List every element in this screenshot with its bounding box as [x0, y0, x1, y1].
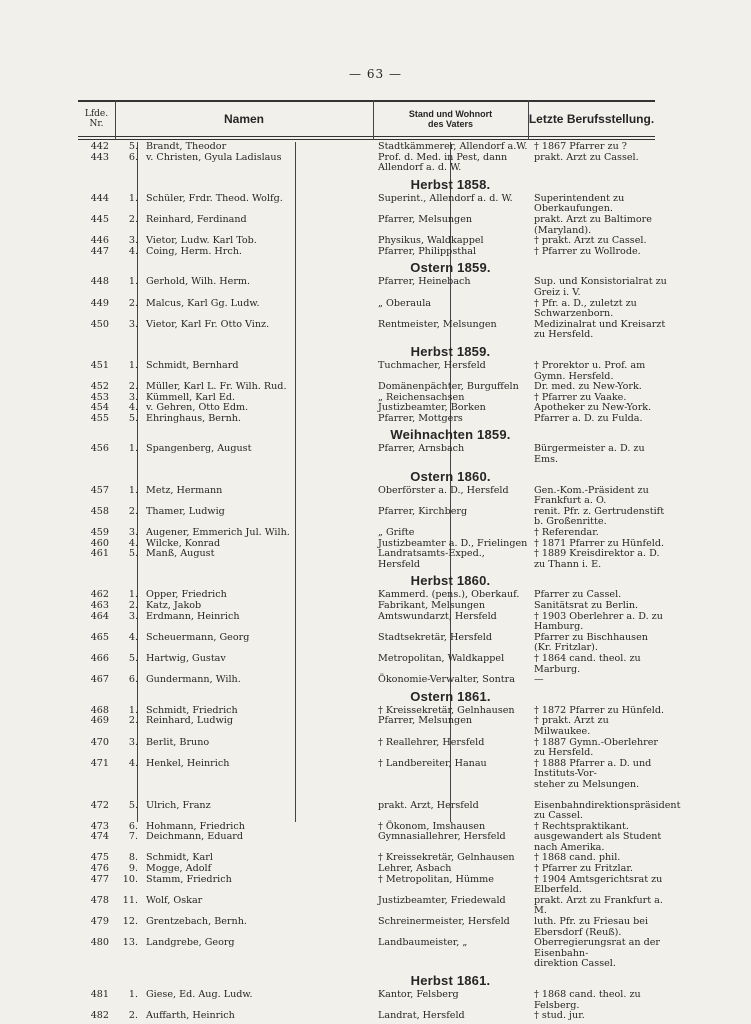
- row-lfde-nr: 469: [90, 715, 109, 727]
- table-row: [78, 194, 668, 215]
- section-heading: Ostern 1861.: [410, 688, 491, 704]
- row-name: Gundermann, Wilh.: [146, 675, 241, 686]
- row-stand-vater: Landratsamts-Exped., Hersfeld: [378, 548, 485, 570]
- section-heading: Herbst 1860.: [410, 573, 491, 589]
- row-index: 1.: [128, 192, 138, 204]
- row-index: 7.: [128, 831, 138, 843]
- row-stand-vater: Pfarrer, Mottgers: [378, 412, 463, 424]
- row-lfde-nr: 464: [90, 610, 109, 622]
- row-stand-vater: † Ökonom, Imshausen: [378, 820, 486, 832]
- row-lfde-nr: 467: [90, 674, 109, 686]
- row-letzte-berufsstellung: † Prorektor u. Prof. am Gymn. Hersfeld.: [534, 359, 646, 382]
- row-index: 6.: [128, 151, 138, 163]
- row-letzte-berufsstellung: Gen.-Kom.-Präsident zu Frankfurt a. O.: [534, 484, 649, 507]
- table-row: [78, 938, 668, 970]
- table-row: [78, 875, 668, 896]
- row-stand-vater: Pfarrer, Arnsbach: [378, 443, 465, 455]
- row-letzte-berufsstellung: Apotheker zu New-York.: [534, 402, 652, 414]
- row-letzte-berufsstellung: † 1872 Pfarrer zu Hünfeld.: [534, 704, 665, 716]
- table-row: [78, 549, 668, 570]
- row-stand-vater: † Metropolitan, Hümme: [378, 873, 494, 885]
- row-letzte-berufsstellung: Bürgermeister a. D. zu Ems.: [534, 443, 645, 466]
- row-lfde-nr: 453: [90, 391, 109, 403]
- row-stand-vater: Justizbeamter, Borken: [378, 402, 486, 414]
- table-row: [78, 153, 668, 174]
- row-index: 1.: [128, 589, 138, 601]
- table-row: [78, 142, 668, 153]
- row-index: 1.: [128, 989, 138, 1000]
- row-lfde-nr: 449: [90, 297, 109, 309]
- row-stand-vater: „ Grifte: [378, 527, 415, 539]
- row-lfde-nr: 477: [90, 873, 109, 885]
- table-row: [78, 633, 668, 654]
- table-row: [78, 675, 668, 686]
- row-lfde-nr: 446: [90, 235, 109, 247]
- row-name: Katz, Jakob: [146, 601, 202, 611]
- row-index: 2.: [128, 213, 138, 225]
- row-name: v. Christen, Gyula Ladislaus: [146, 152, 282, 163]
- row-index: 2.: [128, 1010, 138, 1022]
- row-name: Ehringhaus, Bernh.: [146, 413, 241, 424]
- row-lfde-nr: 474: [90, 831, 109, 843]
- entry-group: [78, 590, 668, 685]
- row-lfde-nr: 450: [90, 318, 109, 330]
- table-row: [78, 1011, 668, 1022]
- row-stand-vater: Pfarrer, Melsungen: [378, 213, 473, 225]
- row-stand-vater: Superint., Allendorf a. d. W.: [378, 192, 513, 204]
- header-divider: [528, 100, 529, 140]
- row-name: Gerhold, Wilh. Herm.: [146, 277, 251, 288]
- row-name: Stamm, Friedrich: [146, 874, 232, 885]
- row-index: 2.: [128, 600, 138, 611]
- header-stand-line2: des Vaters: [427, 119, 474, 129]
- header-namen: Namen: [223, 112, 264, 126]
- row-name: Reinhard, Ludwig: [146, 716, 233, 727]
- row-name: Reinhard, Ferdinand: [146, 214, 247, 225]
- row-lfde-nr: 459: [90, 527, 109, 539]
- row-stand-vater: Pfarrer, Heinebach: [378, 276, 471, 288]
- row-index: 2.: [128, 297, 138, 309]
- row-index: 2.: [128, 715, 138, 727]
- section-heading: Herbst 1859.: [410, 343, 491, 359]
- row-letzte-berufsstellung: Pfarrer zu Cassel.: [534, 589, 622, 601]
- row-index: 3.: [128, 610, 138, 622]
- row-stand-vater: Oberförster a. D., Hersfeld: [378, 484, 509, 496]
- row-index: 2.: [128, 381, 138, 393]
- table-row: [78, 896, 668, 917]
- table-row: [78, 799, 681, 822]
- row-index: 4.: [128, 402, 138, 414]
- row-letzte-berufsstellung: † 1904 Amtsgerichtsrat zu Elberfeld.: [534, 873, 663, 896]
- row-name: Malcus, Karl Gg. Ludw.: [146, 298, 260, 309]
- row-index: 5.: [128, 652, 138, 664]
- row-name: Coing, Herm. Hrch.: [146, 246, 242, 257]
- row-stand-vater: † Landbereiter, Hanau: [378, 757, 487, 769]
- section-heading: Weihnachten 1859.: [390, 427, 511, 443]
- row-index: 6.: [128, 820, 138, 832]
- section-heading: Ostern 1859.: [410, 260, 491, 276]
- row-index: 3.: [128, 391, 138, 403]
- row-lfde-nr: 470: [90, 736, 109, 748]
- header-letzte-berufsstellung: Letzte Berufsstellung.: [528, 112, 655, 126]
- row-name: Wolf, Oskar: [146, 895, 203, 906]
- table-row: [78, 320, 668, 341]
- row-letzte-berufsstellung: † 1868 cand. phil.: [534, 852, 621, 864]
- entry-group: [78, 194, 668, 258]
- table-row: [78, 738, 668, 759]
- row-name: Wilcke, Konrad: [146, 538, 221, 549]
- row-index: 4.: [128, 537, 138, 549]
- row-stand-vater: Schreinermeister, Hersfeld: [378, 916, 510, 928]
- row-stand-vater: † Kreissekretär, Gelnhausen: [378, 704, 515, 716]
- row-name: Mogge, Adolf: [146, 864, 212, 875]
- section-heading: Ostern 1860.: [410, 468, 491, 484]
- row-letzte-berufsstellung: ausgewandert als Student nach Amerika.: [534, 831, 662, 853]
- row-letzte-berufsstellung: † Pfr. a. D., zuletzt zu Schwarzenborn.: [534, 297, 637, 320]
- row-lfde-nr: 457: [90, 484, 109, 496]
- row-name: Kümmell, Karl Ed.: [146, 392, 236, 403]
- row-index: 12.: [122, 916, 138, 928]
- row-index: 5.: [128, 141, 138, 152]
- row-index: 5.: [128, 799, 138, 811]
- row-letzte-berufsstellung: † Pfarrer zu Vaake.: [534, 391, 627, 403]
- row-index: 1.: [128, 704, 138, 716]
- row-lfde-nr: 482: [90, 1010, 109, 1022]
- section-heading: Herbst 1858.: [410, 176, 491, 192]
- row-name: v. Gehren, Otto Edm.: [146, 403, 249, 414]
- row-stand-vater: Metropolitan, Waldkappel: [378, 652, 505, 664]
- row-letzte-berufsstellung: † stud. jur.: [534, 1010, 585, 1022]
- row-lfde-nr: 454: [90, 402, 109, 414]
- row-index: 9.: [128, 863, 138, 875]
- table-row: [78, 917, 668, 938]
- row-letzte-berufsstellung: † Rechtspraktikant.: [534, 820, 629, 832]
- row-lfde-nr: 451: [90, 359, 109, 371]
- row-index: 2.: [128, 505, 138, 517]
- row-name: Erdmann, Heinrich: [146, 611, 240, 622]
- row-lfde-nr: 452: [90, 381, 109, 393]
- row-lfde-nr: 472: [90, 799, 109, 811]
- row-name: Vietor, Karl Fr. Otto Vinz.: [146, 319, 270, 330]
- row-name: Spangenberg, August: [146, 444, 252, 455]
- row-index: 13.: [122, 937, 138, 949]
- row-index: 4.: [128, 631, 138, 643]
- row-letzte-berufsstellung: Pfarrer a. D. zu Fulda.: [534, 412, 643, 424]
- row-lfde-nr: 463: [90, 600, 109, 611]
- row-name: Schmidt, Friedrich: [146, 705, 238, 716]
- row-letzte-berufsstellung: Dr. med. zu New-York.: [534, 381, 642, 393]
- table-row: [78, 277, 668, 298]
- row-letzte-berufsstellung: —: [534, 674, 544, 686]
- row-stand-vater: Kammerd. (pens.), Oberkauf.: [378, 589, 520, 601]
- row-letzte-berufsstellung: Oberregierungsrat an der Eisenbahn- direktion Cassel.: [534, 937, 660, 970]
- row-lfde-nr: 444: [90, 192, 109, 204]
- header-lfde-line1: Lfde.: [84, 109, 109, 119]
- header-divider: [373, 100, 374, 140]
- row-name: Scheuermann, Georg: [146, 632, 250, 643]
- row-lfde-nr: 447: [90, 245, 109, 257]
- row-letzte-berufsstellung: † 1888 Pfarrer a. D. und Instituts-Vor- steher zu Melsungen.: [534, 757, 652, 790]
- row-name: Ulrich, Franz: [146, 800, 211, 811]
- row-lfde-nr: 462: [90, 589, 109, 601]
- table-row: [78, 247, 668, 258]
- row-stand-vater: Gymnasiallehrer, Hersfeld: [378, 831, 506, 843]
- row-stand-vater: Tuchmacher, Hersfeld: [378, 359, 486, 371]
- register-table: [78, 141, 681, 1024]
- row-stand-vater: Justizbeamter a. D., Frielingen: [378, 537, 528, 549]
- row-stand-vater: Pfarrer, Philippsthal: [378, 245, 477, 257]
- entry-group: [78, 706, 668, 791]
- row-name: Metz, Hermann: [146, 485, 223, 496]
- row-index: 3.: [128, 235, 138, 247]
- row-name: Schmidt, Karl: [146, 853, 213, 864]
- header-stand-wohnort: [373, 102, 528, 136]
- row-name: Müller, Karl L. Fr. Wilh. Rud.: [146, 382, 287, 393]
- table-row: [78, 507, 668, 528]
- row-letzte-berufsstellung: † 1889 Kreisdirektor a. D. zu Thann i. E.: [534, 548, 660, 570]
- row-name: Thamer, Ludwig: [146, 506, 225, 517]
- table-row: [78, 612, 668, 633]
- row-lfde-nr: 442: [90, 141, 109, 152]
- row-lfde-nr: 476: [90, 863, 109, 875]
- row-stand-vater: Physikus, Waldkappel: [378, 235, 484, 247]
- row-letzte-berufsstellung: Sanitätsrat zu Berlin.: [534, 600, 639, 611]
- row-index: 3.: [128, 318, 138, 330]
- row-stand-vater: Kantor, Felsberg: [378, 989, 459, 1000]
- row-lfde-nr: 456: [90, 443, 109, 455]
- row-stand-vater: Landrat, Hersfeld: [378, 1010, 465, 1022]
- row-name: Deichmann, Eduard: [146, 832, 244, 843]
- row-name: Schmidt, Bernhard: [146, 360, 239, 371]
- row-stand-vater: Amtswundarzt, Hersfeld: [378, 610, 497, 622]
- row-letzte-berufsstellung: † 1864 cand. theol. zu Marburg.: [534, 652, 641, 675]
- header-lfde-nr: [78, 102, 115, 136]
- row-letzte-berufsstellung: † 1868 cand. theol. zu Felsberg.: [534, 989, 641, 1011]
- row-name: Auffarth, Heinrich: [146, 1011, 235, 1022]
- section-heading: Herbst 1861.: [410, 973, 491, 988]
- header-divider: [115, 100, 116, 140]
- table-row: [78, 486, 668, 507]
- row-name: Landgrebe, Georg: [146, 938, 235, 949]
- entry-group: [78, 142, 668, 174]
- row-name: Manß, August: [146, 549, 215, 560]
- row-letzte-berufsstellung: Pfarrer zu Bischhausen (Kr. Fritzlar).: [534, 631, 648, 654]
- row-lfde-nr: 461: [90, 548, 109, 560]
- row-lfde-nr: 475: [90, 852, 109, 864]
- row-index: 3.: [128, 527, 138, 539]
- page-number: — 63 —: [349, 67, 402, 81]
- entry-group: [78, 990, 668, 1022]
- row-index: 1.: [128, 276, 138, 288]
- table-row: [78, 299, 668, 320]
- entry-group: [78, 486, 668, 571]
- row-lfde-nr: 473: [90, 820, 109, 832]
- row-stand-vater: Prof. d. Med. in Pest, dann Allendorf a. d. W.: [378, 151, 508, 174]
- row-name: Giese, Ed. Aug. Ludw.: [146, 990, 253, 1000]
- row-letzte-berufsstellung: Superintendent zu Oberkaufungen.: [534, 192, 625, 215]
- row-name: Vietor, Ludw. Karl Tob.: [146, 236, 257, 247]
- row-letzte-berufsstellung: prakt. Arzt zu Cassel.: [534, 151, 639, 163]
- table-row: [78, 361, 668, 382]
- row-index: 6.: [128, 674, 138, 686]
- row-index: 3.: [128, 736, 138, 748]
- row-index: 11.: [122, 894, 138, 906]
- row-index: 4.: [128, 757, 138, 769]
- row-lfde-nr: 466: [90, 652, 109, 664]
- row-index: 10.: [122, 873, 138, 885]
- row-letzte-berufsstellung: renit. Pfr. z. Gertrudenstift b. Großenritte.: [534, 505, 665, 528]
- row-letzte-berufsstellung: Medizinalrat und Kreisarzt zu Hersfeld.: [534, 318, 666, 341]
- table-row: [78, 832, 668, 853]
- row-index: 5.: [128, 412, 138, 424]
- table-row: [78, 654, 668, 675]
- table-row: [78, 444, 668, 465]
- row-letzte-berufsstellung: Eisenbahndirektionspräsident zu Cassel.: [534, 799, 681, 822]
- header-stand-line1: Stand und Wohnort: [408, 109, 493, 119]
- row-name: Hartwig, Gustav: [146, 653, 226, 664]
- row-letzte-berufsstellung: † prakt. Arzt zu Milwaukee.: [534, 715, 609, 737]
- row-letzte-berufsstellung: † 1887 Gymn.-Oberlehrer zu Hersfeld.: [534, 736, 659, 759]
- row-lfde-nr: 445: [90, 213, 109, 225]
- row-index: 5.: [128, 548, 138, 560]
- header-lfde-line2: Nr.: [89, 119, 104, 129]
- table-header: [78, 100, 655, 137]
- row-stand-vater: Pfarrer, Kirchberg: [378, 505, 468, 517]
- row-stand-vater: Pfarrer, Melsungen: [378, 715, 473, 727]
- row-lfde-nr: 443: [90, 151, 109, 163]
- table-row: [78, 759, 668, 791]
- entry-group: [78, 444, 668, 465]
- row-stand-vater: Justizbeamter, Friedewald: [378, 894, 506, 906]
- row-name: Henkel, Heinrich: [146, 758, 230, 769]
- row-index: 1.: [128, 484, 138, 496]
- row-letzte-berufsstellung: † 1903 Oberlehrer a. D. zu Hamburg.: [534, 610, 663, 633]
- row-name: Schüler, Frdr. Theod. Wolfg.: [146, 193, 283, 204]
- row-lfde-nr: 480: [90, 937, 109, 949]
- row-index: 4.: [128, 245, 138, 257]
- row-lfde-nr: 481: [90, 989, 109, 1000]
- row-stand-vater: Rentmeister, Melsungen: [378, 318, 497, 330]
- row-letzte-berufsstellung: Sup. und Konsistorialrat zu Greiz i. V.: [534, 276, 667, 298]
- row-lfde-nr: 468: [90, 704, 109, 716]
- entry-group: [78, 361, 668, 425]
- row-letzte-berufsstellung: luth. Pfr. zu Friesau bei Ebersdorf (Reuß).: [534, 916, 649, 938]
- row-stand-vater: Stadtkämmerer, Allendorf a.W.: [378, 141, 528, 152]
- row-name: Brandt, Theodor: [146, 142, 227, 152]
- row-letzte-berufsstellung: † Referendar.: [534, 527, 599, 539]
- row-stand-vater: Fabrikant, Melsungen: [378, 600, 486, 611]
- row-name: Berlit, Bruno: [146, 737, 210, 748]
- row-name: Hohmann, Friedrich: [146, 821, 245, 832]
- row-stand-vater: Ökonomie-Verwalter, Sontra: [378, 674, 515, 686]
- row-letzte-berufsstellung: † Pfarrer zu Fritzlar.: [534, 863, 633, 875]
- row-letzte-berufsstellung: † Pfarrer zu Wollrode.: [534, 245, 641, 257]
- row-lfde-nr: 465: [90, 631, 109, 643]
- row-letzte-berufsstellung: † prakt. Arzt zu Cassel.: [534, 235, 647, 247]
- table-row: [78, 414, 668, 425]
- row-lfde-nr: 460: [90, 537, 109, 549]
- row-stand-vater: Landbaumeister, „: [378, 937, 468, 949]
- row-letzte-berufsstellung: † 1871 Pfarrer zu Hünfeld.: [534, 537, 665, 549]
- row-stand-vater: Stadtsekretär, Hersfeld: [378, 631, 493, 643]
- table-row: [78, 716, 668, 737]
- row-stand-vater: prakt. Arzt, Hersfeld: [378, 799, 479, 811]
- row-index: 1.: [128, 443, 138, 455]
- row-stand-vater: † Kreissekretär, Gelnhausen: [378, 852, 515, 864]
- row-stand-vater: † Reallehrer, Hersfeld: [378, 736, 485, 748]
- row-lfde-nr: 455: [90, 412, 109, 424]
- row-index: 8.: [128, 852, 138, 864]
- row-letzte-berufsstellung: † 1867 Pfarrer zu ?: [534, 141, 627, 152]
- row-lfde-nr: 458: [90, 505, 109, 517]
- row-stand-vater: „ Reichensachsen: [378, 391, 465, 403]
- row-letzte-berufsstellung: prakt. Arzt zu Frankfurt a. M.: [534, 894, 663, 917]
- row-lfde-nr: 448: [90, 276, 109, 288]
- row-stand-vater: Domänenpächter, Burguffeln: [378, 381, 519, 393]
- row-lfde-nr: 479: [90, 916, 109, 928]
- row-name: Grentzebach, Bernh.: [146, 917, 247, 928]
- entry-group: [78, 799, 681, 971]
- table-row: [78, 601, 668, 612]
- table-row: [78, 215, 668, 236]
- table-row: [78, 990, 668, 1011]
- row-name: Opper, Friedrich: [146, 590, 227, 601]
- row-stand-vater: Lehrer, Asbach: [378, 863, 452, 875]
- row-index: 1.: [128, 359, 138, 371]
- row-name: Augener, Emmerich Jul. Wilh.: [146, 528, 290, 539]
- row-letzte-berufsstellung: prakt. Arzt zu Baltimore (Maryland).: [534, 213, 652, 236]
- row-lfde-nr: 478: [90, 894, 109, 906]
- row-lfde-nr: 471: [90, 757, 109, 769]
- entry-group: [78, 277, 668, 341]
- row-stand-vater: „ Oberaula: [378, 297, 431, 309]
